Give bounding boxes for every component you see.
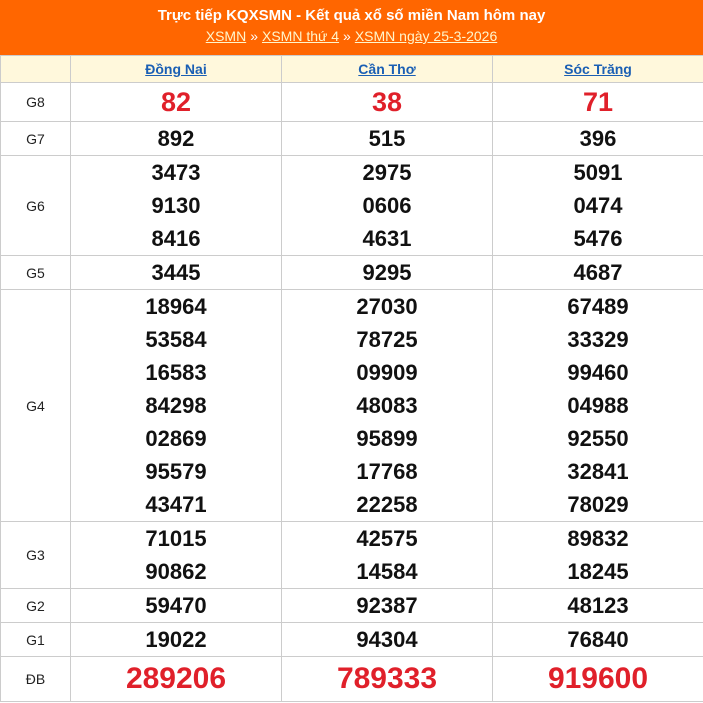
prize-number: 19022: [145, 627, 207, 652]
prize-number: 82: [160, 86, 192, 117]
prize-cell: [71, 623, 282, 657]
prize-number: 43471: [145, 492, 207, 517]
prize-label: G6: [1, 156, 71, 256]
prize-number: 89832: [567, 526, 629, 551]
prize-label: G8: [1, 83, 71, 122]
prize-number: 4687: [573, 260, 623, 285]
breadcrumb-separator: »: [250, 28, 258, 44]
page-header: [0, 0, 703, 55]
prize-number: 892: [157, 126, 195, 151]
prize-number: 38: [371, 86, 403, 117]
prize-cell: [282, 156, 493, 256]
prize-number: 95579: [145, 459, 207, 484]
prize-number: 18245: [567, 559, 629, 584]
prize-row: [1, 256, 703, 290]
prize-row: [1, 122, 703, 156]
breadcrumb-xsmn[interactable]: XSMN: [205, 28, 247, 44]
prize-number: 94304: [356, 627, 418, 652]
prize-row: [1, 522, 703, 589]
prize-row: [1, 83, 703, 122]
prize-cell: [493, 589, 703, 623]
prize-number: 67489: [567, 294, 629, 319]
prize-cell: [282, 589, 493, 623]
prize-cell: [282, 83, 493, 122]
prize-number: 4631: [362, 226, 412, 251]
province-link-soc-trang[interactable]: Sóc Trăng: [564, 61, 632, 77]
prize-number: 32841: [567, 459, 629, 484]
prize-label: G1: [1, 623, 71, 657]
province-link-can-tho[interactable]: Cần Thơ: [358, 61, 416, 77]
prize-cell: [71, 589, 282, 623]
prize-cell: [71, 256, 282, 290]
prize-label: G3: [1, 522, 71, 589]
province-header: [71, 56, 282, 83]
prize-number: 27030: [356, 294, 418, 319]
prize-number: 14584: [356, 559, 418, 584]
prize-number: 90862: [145, 559, 207, 584]
province-link-dong-nai[interactable]: Đồng Nai: [145, 61, 207, 77]
prize-cell: [493, 290, 703, 522]
prize-number: 95899: [356, 426, 418, 451]
prize-number: 48123: [567, 593, 629, 618]
prize-number: 78029: [567, 492, 629, 517]
prize-label: G2: [1, 589, 71, 623]
prize-cell: [71, 156, 282, 256]
prize-number: 17768: [356, 459, 418, 484]
prize-cell: [71, 522, 282, 589]
special-prize-number: 919600: [547, 662, 649, 695]
prize-cell: [493, 156, 703, 256]
results-table: [0, 55, 703, 702]
breadcrumb: [0, 26, 703, 46]
prize-number: 9295: [362, 260, 412, 285]
prize-number: 76840: [567, 627, 629, 652]
prize-number: 515: [368, 126, 406, 151]
prize-cell: [282, 122, 493, 156]
prize-cell: [282, 522, 493, 589]
prize-cell: [71, 83, 282, 122]
prize-number: 9130: [151, 193, 201, 218]
corner-cell: [1, 56, 71, 83]
prize-label: G7: [1, 122, 71, 156]
province-header: [282, 56, 493, 83]
prize-number: 3473: [151, 160, 201, 185]
prize-cell: [71, 657, 282, 702]
special-prize-number: 289206: [125, 662, 227, 695]
prize-cell: [493, 657, 703, 702]
prize-label: G5: [1, 256, 71, 290]
prize-number: 53584: [145, 327, 207, 352]
prize-number: 8416: [151, 226, 201, 251]
prize-cell: [71, 122, 282, 156]
prize-cell: [493, 83, 703, 122]
prize-number: 48083: [356, 393, 418, 418]
prize-number: 33329: [567, 327, 629, 352]
prize-number: 22258: [356, 492, 418, 517]
province-header: [493, 56, 703, 83]
prize-label: G4: [1, 290, 71, 522]
prize-number: 04988: [567, 393, 629, 418]
breadcrumb-xsmn-date[interactable]: XSMN ngày 25-3-2026: [354, 28, 498, 44]
prize-number: 71015: [145, 526, 207, 551]
prize-cell: [282, 623, 493, 657]
prize-number: 42575: [356, 526, 418, 551]
prize-number: 84298: [145, 393, 207, 418]
prize-cell: [282, 657, 493, 702]
prize-number: 2975: [362, 160, 412, 185]
province-header-row: [1, 56, 703, 83]
prize-row: [1, 589, 703, 623]
prize-number: 3445: [151, 260, 201, 285]
breadcrumb-separator: »: [343, 28, 351, 44]
prize-number: 92550: [567, 426, 629, 451]
prize-number: 0606: [362, 193, 412, 218]
prize-number: 16583: [145, 360, 207, 385]
prize-cell: [282, 290, 493, 522]
prize-cell: [493, 623, 703, 657]
prize-number: 02869: [145, 426, 207, 451]
prize-cell: [71, 290, 282, 522]
prize-cell: [493, 122, 703, 156]
special-prize-number: 789333: [336, 662, 438, 695]
prize-cell: [493, 256, 703, 290]
prize-number: 09909: [356, 360, 418, 385]
prize-number: 99460: [567, 360, 629, 385]
prize-row: [1, 290, 703, 522]
prize-row: [1, 657, 703, 702]
prize-row: [1, 156, 703, 256]
prize-label: ĐB: [1, 657, 71, 702]
prize-number: 78725: [356, 327, 418, 352]
prize-number: 59470: [145, 593, 207, 618]
prize-number: 5091: [573, 160, 623, 185]
prize-body: [1, 83, 703, 702]
prize-number: 18964: [145, 294, 207, 319]
prize-number: 5476: [573, 226, 623, 251]
page-title: Trực tiếp KQXSMN - Kết quả xổ số miền Nam hôm nay: [157, 7, 546, 24]
prize-number: 71: [582, 86, 614, 117]
prize-number: 92387: [356, 593, 418, 618]
prize-cell: [282, 256, 493, 290]
prize-row: [1, 623, 703, 657]
prize-number: 396: [579, 126, 617, 151]
breadcrumb-xsmn-thu-4[interactable]: XSMN thứ 4: [261, 28, 340, 44]
prize-cell: [493, 522, 703, 589]
prize-number: 0474: [573, 193, 623, 218]
